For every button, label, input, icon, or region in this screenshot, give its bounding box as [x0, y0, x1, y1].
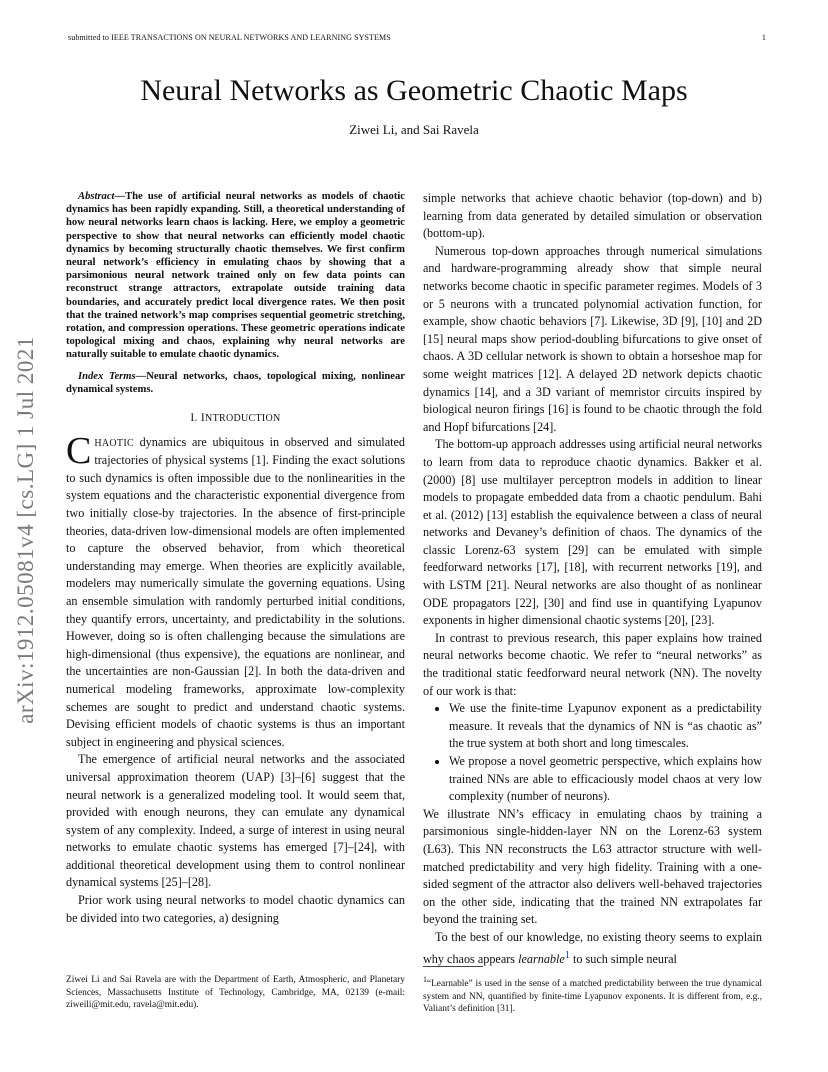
- index-terms-label: Index Terms: [78, 370, 136, 382]
- intro-paragraph-3: Prior work using neural networks to model chaotic dynamics can be divided into two categories, a) designing: [66, 893, 405, 925]
- drop-cap: C: [66, 429, 92, 472]
- novelty-list: [423, 700, 762, 806]
- right-paragraph-1: simple networks that achieve chaotic behavior (top-down) and b) learning from data generated by detailed simulation or observation (bottom-up).: [423, 191, 762, 241]
- abstract-label: Abstract: [78, 191, 115, 202]
- abstract: [66, 190, 405, 362]
- journal-name: submitted to IEEE TRANSACTIONS ON NEURAL NETWORKS AND LEARNING SYSTEMS: [68, 33, 391, 42]
- index-terms: [66, 370, 405, 396]
- learnable-footnote: [423, 974, 762, 1016]
- intro-paragraph-1: [66, 429, 405, 752]
- right-paragraph-2: Numerous top-down approaches through numerical simulations and hardware-programming already show that simple neural networks become chaotic in specific parameter regimes. Models of 3 or 5 neurons with a truncated polynomial activation function, for example, show chaotic behaviors [7]. Likewise, 3D [9], [10] and 2D [15] neural maps show period-doubling bifurcations to give onset of chaos. A 3D cellular network is shown to obtain a horseshoe map for some weight matrices [12]. A delayed 2D network depicts chaotic dynamics [14], and a 3D variant of memristor circuits inspired by biological neuron firings [16] is found to be chaotic through the fold and Hopf bifurcations [24].: [423, 243, 762, 434]
- right-paragraph-5: We illustrate NN’s efficacy in emulating chaos by training a parsimonious single-hidden-layer NN on the Lorenz-63 system (L63). This NN reconstructs the L63 attractor structure with well-matched predictability and very high fidelity. Training with a one-sided segment of the attractor also delivers well-behaved trajectories on the other side, indicating that the trained NN extrapolates far beyond the training set.: [423, 806, 762, 927]
- left-column: [66, 190, 405, 927]
- right-paragraph-6: [423, 929, 762, 968]
- intro-paragraph-1-text: dynamics are ubiquitous in observed and simulated trajectories of physical systems [1]. Finding the exact solutions to such dynamics is often impossible due to the nonlinearities in the system equations and the characteristic exponential divergence from two initially close-by trajectories. In the absence of first-principle theories, data-driven low-dimensional models are often implemented to capture the observed behavior, from which theoretical understanding may emerge. When theories are explicitly available, modelers may numerically simulate the governing equations. Using an ensemble simulation with randomly perturbed initial conditions, they quantify errors, uncertainty, and predictability in the solutions. However, doing so is often challenging because the simulations are high-dimensional (thus expensive), the equations are nonlinear, and the uncertainties are non-Gaussian [2]. In both the data-driven and numerical modeling frameworks, approximate low-complexity schemes are sought to predict and understand chaotic systems. Devising efficient models of chaotic systems is thus an important subject in engineering and physical sciences.: [66, 434, 405, 749]
- list-item: • We use the finite-time Lyapunov exponent as a predictability measure. It reveals that the dynamics of NN is “as chaotic as” the true system at both short and long timescales.: [449, 700, 762, 753]
- right-paragraph-6-start: To the best of our knowledge, no existing theory seems to explain why chaos appears: [423, 929, 762, 966]
- learnable-footnote-text: “Learnable” is used in the sense of a matched predictability between the true dynamical system and NN, quantified by finite-time Lyapunov exponents. It is different from, e.g., Valiant’s definition [31].: [423, 979, 762, 1015]
- intro-paragraph-2: The emergence of artificial neural networks and the associated universal approximation theorem (UAP) [3]–[6] suggest that the neural network is a generalized modeling tool. It would seem that, provided with enough neurons, they can emulate any dynamical system of any complexity. Indeed, a surge of interest in using neural networks to emulate chaotic systems has emerged [7]–[24], with additional theoretical development using them to control nonlinear dynamical systems [25]–[28].: [66, 752, 405, 890]
- right-paragraph-4: In contrast to previous research, this paper explains how trained neural networks become chaotic. We refer to “neural networks” as the traditional static feedforward neural network (NN). The novelty of our work is that:: [423, 630, 762, 698]
- paper-title: Neural Networks as Geometric Chaotic Maps: [140, 74, 688, 107]
- index-terms-text: —Neural networks, chaos, topological mixing, nonlinear dynamical systems.: [66, 370, 405, 395]
- right-column: [423, 190, 762, 968]
- arxiv-stamp-text: arXiv:1912.05081v4 [cs.LG] 1 Jul 2021: [13, 336, 38, 724]
- section-heading-introduction: [66, 410, 405, 428]
- abstract-text: —The use of artificial neural networks as models of chaotic dynamics has been rapidly expanding. Still, a theoretical understanding of how neural networks learn chaos is lacking. Here, we employ a geometric perspective to show that neural networks can efficiently model chaotic dynamics by becoming structurally chaotic themselves. We first confirm neural network’s efficiency in emulating chaos by showing that a parsimonious neural network trained only on few data points can reconstruct strange attractors, extrapolate outside training data boundaries, and accurately predict local divergence rates. We then posit that the trained network’s map comprises sequential geometric stretching, rotation, and compression operations. These geometric operations indicate topological mixing and chaos, explaining why neural networks are naturally suitable to emulate chaotic dynamics.: [66, 191, 405, 361]
- footnote-ref[interactable]: 1: [564, 949, 570, 961]
- list-item: • We propose a novel geometric perspective, which explains how trained NNs are able to efficaciously model chaos at very low complexity (number of neurons).: [449, 753, 762, 806]
- right-paragraph-3: The bottom-up approach addresses using artificial neural networks to learn from data to reproduce chaotic dynamics. Bakker et al. (2000) [8] use multilayer perceptron models in addition to linear models to propagate embedded data from a chaotic pendulum. Bahi et al. (2012) [13] establish the equivalence between a class of neural networks and Devaney’s definition of chaos. The dynamics of the classic Lorenz-63 system [29] can be emulated with simple feedforward networks [17], [18], with recurrent networks [19], and with LSTM [21]. Neural networks are also thought of as nonlinear ODE propagators [22], [30] and find use in quantifying Lyapunov exponents in higher dimensional chaotic systems [20], [23].: [423, 437, 762, 628]
- intro-first-word: HAOTIC: [94, 437, 134, 449]
- page-number: 1: [761, 33, 766, 42]
- footnote-rule: [423, 966, 483, 967]
- arxiv-stamp: [6, 280, 46, 780]
- emphasis-learnable: learnable: [518, 951, 565, 966]
- right-paragraph-6-end: to such simple neural: [569, 951, 677, 966]
- author-list: Ziwei Li, and Sai Ravela: [349, 122, 479, 137]
- section-number: I.: [190, 412, 198, 425]
- section-title-first: I: [200, 412, 206, 425]
- section-title-rest: NTRODUCTION: [205, 413, 281, 425]
- running-header: [68, 33, 766, 42]
- affiliation-footnote: Ziwei Li and Sai Ravela are with the Department of Earth, Atmospheric, and Planetary Sciences, Massachusetts Institute of Technology, Cambridge, MA, 02139 (e-mail: ziweili@mit.edu, ravela@mit.edu).: [66, 975, 405, 1011]
- footnote-mark: 1: [423, 975, 427, 984]
